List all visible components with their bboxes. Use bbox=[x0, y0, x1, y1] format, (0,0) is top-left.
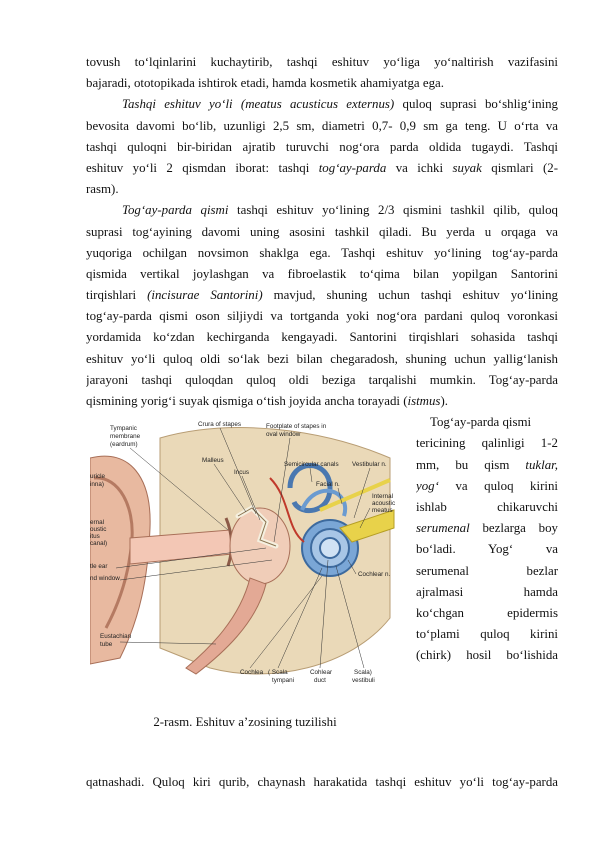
side-line-10: ko‘chgan epidermis bbox=[416, 605, 558, 620]
label-external-3: itus bbox=[90, 533, 100, 541]
side-line-12: (chirk) hosil bo‘lishida bbox=[416, 648, 558, 663]
p2-l4e: qismlari (2- bbox=[481, 160, 558, 175]
term-togay: Tog‘ay-parda qismi bbox=[122, 203, 229, 218]
p3-l5a: tirqishlari bbox=[86, 288, 148, 303]
p2-line-4 bbox=[86, 158, 558, 179]
label-scala-vestibuli-2: vestibuli bbox=[352, 677, 375, 685]
label-facial: Facial n. bbox=[316, 481, 340, 489]
label-scala-tympani-1: ( Scala bbox=[268, 669, 288, 677]
p3-l5c: mavjud, shuning uchun tashqi eshituv yo‘lining bbox=[262, 288, 558, 303]
page-body bbox=[86, 52, 558, 793]
label-scala-vestibuli-1: Scala) bbox=[354, 669, 372, 677]
p3-line-10 bbox=[86, 391, 558, 412]
side-column bbox=[416, 412, 558, 666]
label-internal-1: Internal bbox=[372, 493, 394, 501]
side-line-7: bo‘ladi. Yog‘ va bbox=[416, 542, 558, 557]
side-line-6 bbox=[416, 518, 558, 539]
label-crura: Crura of stapes bbox=[198, 421, 242, 429]
side-line-2: tericining qalinligi 1-2 bbox=[416, 436, 558, 451]
p3-line-2: suprasi tog‘ayining davomi uning asosini tashkil qiladi. Bu yerda u orqaga va bbox=[86, 224, 558, 239]
label-cochlear-duct-2: duct bbox=[314, 677, 326, 685]
term-meatus: Tashqi eshituv yo‘li (meatus acusticus externus) bbox=[122, 97, 395, 112]
p2-l4d: suyak bbox=[452, 160, 482, 175]
label-cochlear-n: Cochlear n. bbox=[358, 571, 391, 579]
p2-line-1-rest: quloq suprasi bo‘shlig‘ining bbox=[394, 97, 558, 112]
term-santorini: (incisurae Santorini) bbox=[147, 288, 263, 303]
side-line-11: to‘plami quloq kirini bbox=[416, 627, 558, 642]
p3-line-1 bbox=[86, 200, 558, 221]
p3-line-4: qismida vertikal joylashgan va fibroelastik to‘qima bilan yopilgan Santorini bbox=[86, 266, 558, 281]
label-external-4: canal) bbox=[90, 540, 108, 548]
p3-line-8: eshituv yo‘li quloq oldi so‘lak bezi bilan chegaradosh, shuning uchun yallig‘lanish bbox=[86, 351, 558, 366]
label-semicircular: Semicircular canals bbox=[284, 461, 339, 469]
label-cochlear-duct-1: Cohlear bbox=[310, 669, 333, 677]
side-line-8: serumenal bezlar bbox=[416, 563, 558, 578]
label-eustachian-2: tube bbox=[100, 641, 113, 649]
p3-l10c: ). bbox=[440, 394, 448, 408]
p1-line-1: tovush to‘lqinlarini kuchaytirib, tashqi eshituv yo‘liga yo‘naltirish vazifasini bbox=[86, 55, 558, 69]
label-round-window: nd window bbox=[90, 575, 120, 583]
label-eustachian-1: Eustachian bbox=[100, 633, 132, 641]
p2-l4b: tog‘ay-parda bbox=[318, 160, 387, 175]
p3-line-3: yuqoriga ochilgan novsimon shaklga ega. Tashqi eshituv yo‘lining tog‘ay-parda bbox=[86, 245, 558, 260]
label-internal-3: meatus bbox=[372, 507, 393, 515]
p1-line-2: bajaradi, ototopikada ishtirok etadi, hamda kosmetik ahamiyatga ega. bbox=[86, 76, 444, 91]
p3-line-5 bbox=[86, 285, 558, 306]
ear-anatomy-figure bbox=[90, 418, 400, 684]
label-cochlea: Cochlea bbox=[240, 669, 264, 677]
label-tympanic-3: (eardrum) bbox=[110, 441, 138, 449]
figure-and-column bbox=[86, 412, 558, 772]
side-line-1: Tog‘ay-parda qismi bbox=[430, 415, 532, 430]
cochlea-inner bbox=[320, 538, 340, 558]
p3-l1-rest: tashqi eshituv yo‘lining 2/3 qismini tashkil qilib, quloq bbox=[228, 203, 558, 218]
p3-line-6: tog‘ay-parda qismi oson siljiydi va tortganda yoki nog‘ora pardani quloq voronkasi bbox=[86, 309, 558, 324]
label-vestibular: Vestibular n. bbox=[352, 461, 387, 469]
label-scala-tympani-2: tympani bbox=[272, 677, 295, 685]
label-external-1: ernal bbox=[90, 519, 105, 527]
p2-l4c: va ichki bbox=[386, 160, 453, 175]
p2-line-1 bbox=[86, 94, 558, 115]
label-internal-2: acoustic bbox=[372, 500, 396, 508]
side-3b: tuklar, bbox=[525, 457, 558, 472]
label-footplate-2: oval window bbox=[266, 431, 301, 439]
label-footplate-1: Footplate of stapes in bbox=[266, 423, 327, 431]
last-line: qatnashadi. Quloq kiri qurib, chaynash harakatida tashqi eshituv yo‘li tog‘ay-parda bbox=[86, 775, 558, 790]
side-line-4 bbox=[416, 476, 558, 497]
term-istmus: istmus bbox=[407, 394, 441, 408]
label-auricle-2: inna) bbox=[90, 481, 105, 489]
label-external-2: oustic bbox=[90, 526, 107, 534]
p2-l4a: eshituv yo‘li 2 qismdan iborat: tashqi bbox=[86, 160, 319, 175]
label-tympanic-2: membrane bbox=[110, 433, 141, 441]
side-6b: bezlarga boy bbox=[469, 521, 558, 536]
side-4a: yog‘ bbox=[416, 478, 439, 493]
side-3a: mm, bu qism bbox=[416, 457, 526, 472]
label-middle-ear: tle ear bbox=[90, 563, 108, 571]
side-line-9: ajralmasi hamda bbox=[416, 584, 558, 599]
side-line-3 bbox=[416, 455, 558, 476]
label-auricle-1: uricle bbox=[90, 473, 106, 481]
p2-line-3: tashqi quloqni bir-biridan ajratib turuvchi nog‘ora parda oldida tugaydi. Tashqi bbox=[86, 139, 558, 154]
side-line-5: ishlab chikaruvchi bbox=[416, 499, 558, 514]
label-incus: Incus bbox=[234, 469, 250, 477]
side-4b: va quloq kirini bbox=[438, 478, 558, 493]
p2-line-2: bevosita davomi bo‘lib, uzunligi 2,5 sm, diametri 0,7- 0,9 sm ga teng. U o‘rta va bbox=[86, 118, 558, 133]
label-malleus: Malleus bbox=[202, 457, 224, 465]
figure-caption: 2-rasm. Eshituv a’zosining tuzilishi bbox=[153, 715, 337, 730]
side-6a: serumenal bbox=[416, 521, 470, 536]
p2-line-5: rasm). bbox=[86, 182, 119, 197]
p3-l10a: qismining yorig‘i suyak qismiga o‘tish joyida ancha torayadi ( bbox=[86, 394, 408, 408]
p3-line-7: yordamida ko‘zdan kechirganda kengayadi. Santorini tirqishlari sohasida tashqi bbox=[86, 330, 558, 345]
label-tympanic-1: Tympanic bbox=[110, 425, 137, 433]
p3-line-9: jarayoni tashqi quloqdan quloq oldi beziga tarqalishi mumkin. Tog‘ay-parda bbox=[86, 372, 558, 387]
